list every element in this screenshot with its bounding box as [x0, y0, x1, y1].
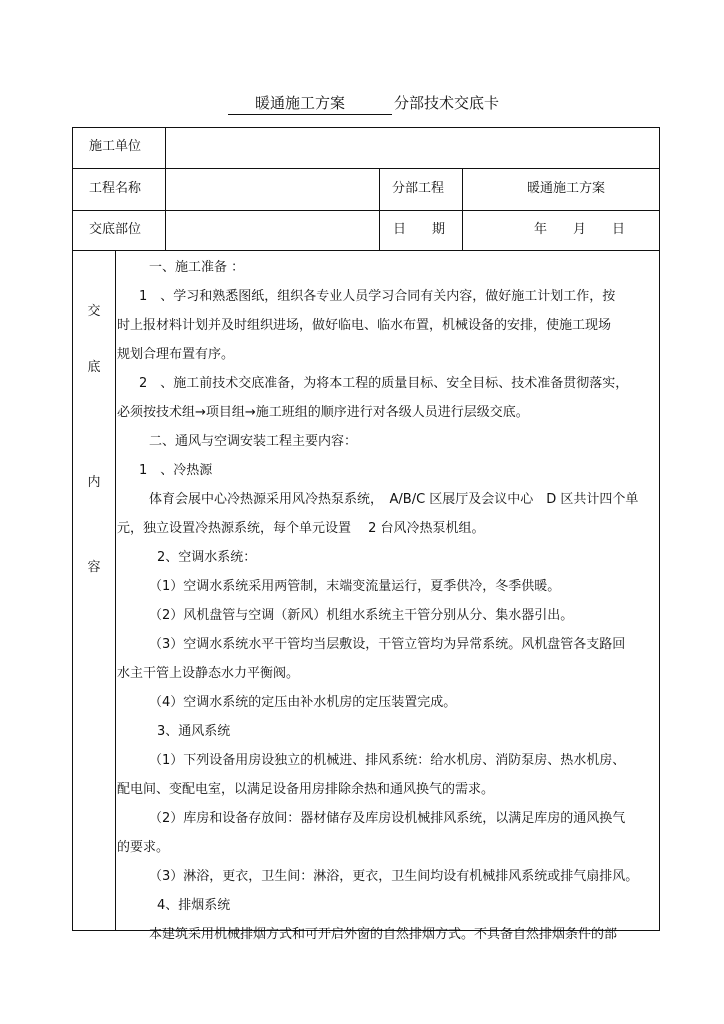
- label-column-divider: [165, 128, 166, 250]
- content-line: 配电间、变配电室，以满足设备用房排除余热和通风换气的需求。: [117, 782, 495, 797]
- side-label-char: 容: [87, 560, 101, 575]
- content-line: 规划合理布置有序。: [117, 347, 235, 362]
- column-divider: [379, 168, 380, 250]
- subproject-value: 暖通施工方案: [527, 181, 606, 196]
- content-line: 1 、冷热源: [139, 463, 213, 478]
- date-value: 年 月 日: [534, 222, 626, 237]
- title-project-name: 暖通施工方案: [228, 92, 392, 115]
- content-line: 本建筑采用机械排烟方式和可开启外窗的自然排烟方式。不具备自然排烟条件的部: [149, 927, 618, 942]
- disclosure-content: [117, 253, 657, 949]
- content-line: 1 、学习和熟悉图纸，组织各专业人员学习合同有关内容，做好施工计划工作，按: [139, 289, 616, 304]
- content-line: 体育会展中心冷热源采用风冷热泵系统， A/B/C 区展厅及会议中心 D 区共计四个单: [149, 492, 639, 507]
- location-label: 交底部位: [89, 222, 142, 237]
- disclosure-form-table: [72, 127, 660, 942]
- date-label: 日 期: [393, 222, 446, 237]
- content-line: （3）空调水系统水平干管均当层敷设，干管立管均为异常系统。风机盘管各支路回: [149, 637, 626, 652]
- content-line: 必须按技术组→项目组→施工班组的顺序进行对各级人员进行层级交底。: [117, 405, 529, 420]
- content-line: 2 、施工前技术交底准备，为将本工程的质量目标、安全目标、技术准备贯彻落实，: [139, 376, 629, 391]
- subproject-label: 分部工程: [392, 181, 445, 196]
- content-line: 水主干管上设静态水力平衡阀。: [117, 666, 300, 681]
- content-line: （1）下列设备用房设独立的机械进、排风系统：给水机房、消防泵房、热水机房、: [149, 753, 626, 768]
- row-divider: [73, 168, 659, 169]
- project-name-label: 工程名称: [89, 181, 142, 196]
- content-line: 3、通风系统: [157, 724, 231, 739]
- unit-label: 施工单位: [89, 139, 142, 154]
- content-line: （1）空调水系统采用两管制，末端变流量运行，夏季供冷，冬季供暖。: [149, 579, 561, 594]
- content-line: 的要求。: [117, 840, 170, 855]
- side-label-char: 底: [87, 360, 101, 375]
- side-label-char: 内: [87, 475, 101, 490]
- content-line: （4）空调水系统的定压由补水机房的定压装置完成。: [149, 695, 457, 710]
- side-label-char: 交: [87, 304, 101, 319]
- side-column-divider: [115, 250, 116, 930]
- row-divider: [73, 250, 659, 251]
- content-line: 一、施工准备 ：: [149, 260, 245, 275]
- content-line: 元，独立设置冷热源系统，每个单元设置 2 台风冷热泵机组。: [117, 521, 485, 536]
- title-card-name: 分部技术交底卡: [394, 94, 500, 112]
- content-line: （2）风机盘管与空调（新风）机组水系统主干管分别从分、集水器引出。: [149, 608, 574, 623]
- content-line: （3）淋浴，更衣，卫生间：淋浴，更衣，卫生间均设有机械排风系统或排气扇排风。: [149, 869, 639, 884]
- row-divider: [73, 210, 659, 211]
- document-title: [0, 92, 724, 118]
- content-line: 4、排烟系统: [157, 898, 231, 913]
- content-line: 2、空调水系统：: [157, 550, 257, 565]
- column-divider: [462, 168, 463, 250]
- content-line: 时上报材料计划并及时组织进场，做好临电、临水布置，机械设备的安排，使施工现场: [117, 318, 612, 333]
- content-line: 二、通风与空调安装工程主要内容：: [149, 434, 358, 449]
- content-line: （2）库房和设备存放间：器材储存及库房设机械排风系统，以满足库房的通风换气: [149, 811, 626, 826]
